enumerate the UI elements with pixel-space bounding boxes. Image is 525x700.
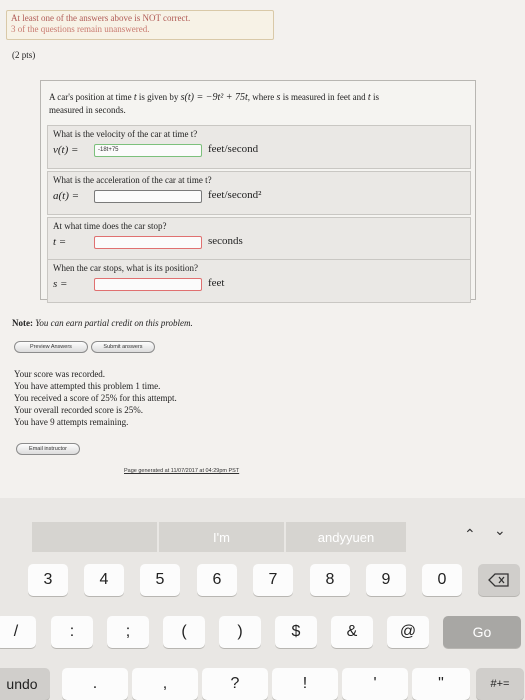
chevron-up-icon[interactable]: ⌃ (464, 526, 476, 542)
unanswered-message: 3 of the questions remain unanswered. (11, 24, 150, 34)
key-colon[interactable]: : (51, 616, 93, 648)
unit-label: seconds (208, 235, 243, 247)
preview-answers-button[interactable]: Preview Answers (14, 341, 88, 353)
results-text: Your score was recorded. You have attempted this problem 1 time. You received a score of 25% for this attempt. Your overall recorded score is 25%. You have 9 attempts remaining. (14, 369, 177, 427)
email-instructor-button[interactable]: Email instructor (16, 443, 80, 455)
lhs-label: t = (53, 236, 67, 248)
problem-box (40, 80, 476, 300)
key-semicolon[interactable]: ; (107, 616, 149, 648)
points-label: (2 pts) (12, 50, 36, 60)
velocity-answer-input[interactable]: -18t+75 (94, 144, 202, 157)
key-open-paren[interactable]: ( (163, 616, 205, 648)
page-generated-footer: Page generated at 11/07/2017 at 04:29pm PST (124, 468, 240, 474)
key-apostrophe[interactable]: ' (342, 668, 408, 700)
lhs-label: v(t) = (53, 144, 79, 156)
key-exclamation[interactable]: ! (272, 668, 338, 700)
message-box (6, 10, 274, 40)
unit-label: feet/second (208, 143, 259, 155)
suggestion-2[interactable]: I'm (159, 522, 284, 552)
chevron-down-icon[interactable]: ⌄ (494, 522, 506, 538)
suggestion-1[interactable] (32, 522, 157, 552)
velocity-part (47, 125, 471, 169)
stop-time-part (47, 217, 471, 261)
question-text: What is the velocity of the car at time t? (53, 129, 198, 139)
keyboard (0, 498, 525, 700)
key-0[interactable]: 0 (422, 564, 462, 596)
key-quote[interactable]: " (412, 668, 470, 700)
key-5[interactable]: 5 (140, 564, 180, 596)
key-at[interactable]: @ (387, 616, 429, 648)
submit-answers-button[interactable]: Submit answers (91, 341, 155, 353)
key-7[interactable]: 7 (253, 564, 293, 596)
error-message: At least one of the answers above is NOT correct. (11, 13, 191, 23)
lhs-label: a(t) = (53, 190, 80, 202)
key-question[interactable]: ? (202, 668, 268, 700)
stop-position-answer-input[interactable] (94, 278, 202, 291)
key-8[interactable]: 8 (310, 564, 350, 596)
key-dollar[interactable]: $ (275, 616, 317, 648)
question-text: At what time does the car stop? (53, 221, 167, 231)
acceleration-answer-input[interactable] (94, 190, 202, 203)
acceleration-part (47, 171, 471, 215)
key-close-paren[interactable]: ) (219, 616, 261, 648)
key-4[interactable]: 4 (84, 564, 124, 596)
backspace-icon[interactable] (478, 564, 520, 596)
key-3[interactable]: 3 (28, 564, 68, 596)
stop-position-part (47, 259, 471, 303)
question-text: When the car stops, what is its position? (53, 263, 198, 273)
key-comma[interactable]: , (132, 668, 198, 700)
unit-label: feet/second² (208, 189, 262, 201)
symbols-toggle-button[interactable]: #+= (476, 668, 524, 700)
suggestion-bar (0, 522, 525, 552)
key-slash[interactable]: / (0, 616, 36, 648)
unit-label: feet (208, 277, 225, 289)
key-ampersand[interactable]: & (331, 616, 373, 648)
note: Note: You can earn partial credit on this problem. (12, 318, 193, 328)
key-6[interactable]: 6 (197, 564, 237, 596)
suggestion-3[interactable]: andyyuen (286, 522, 406, 552)
lhs-label: s = (53, 278, 68, 290)
undo-button[interactable]: undo (0, 668, 50, 700)
key-9[interactable]: 9 (366, 564, 406, 596)
question-text: What is the acceleration of the car at time t? (53, 175, 212, 185)
problem-intro: A car's position at time t is given by s(t) = −9t² + 75t, where s is measured in feet and t is measured in seconds. (49, 92, 379, 115)
go-button[interactable]: Go (443, 616, 521, 648)
key-period[interactable]: . (62, 668, 128, 700)
stop-time-answer-input[interactable] (94, 236, 202, 249)
